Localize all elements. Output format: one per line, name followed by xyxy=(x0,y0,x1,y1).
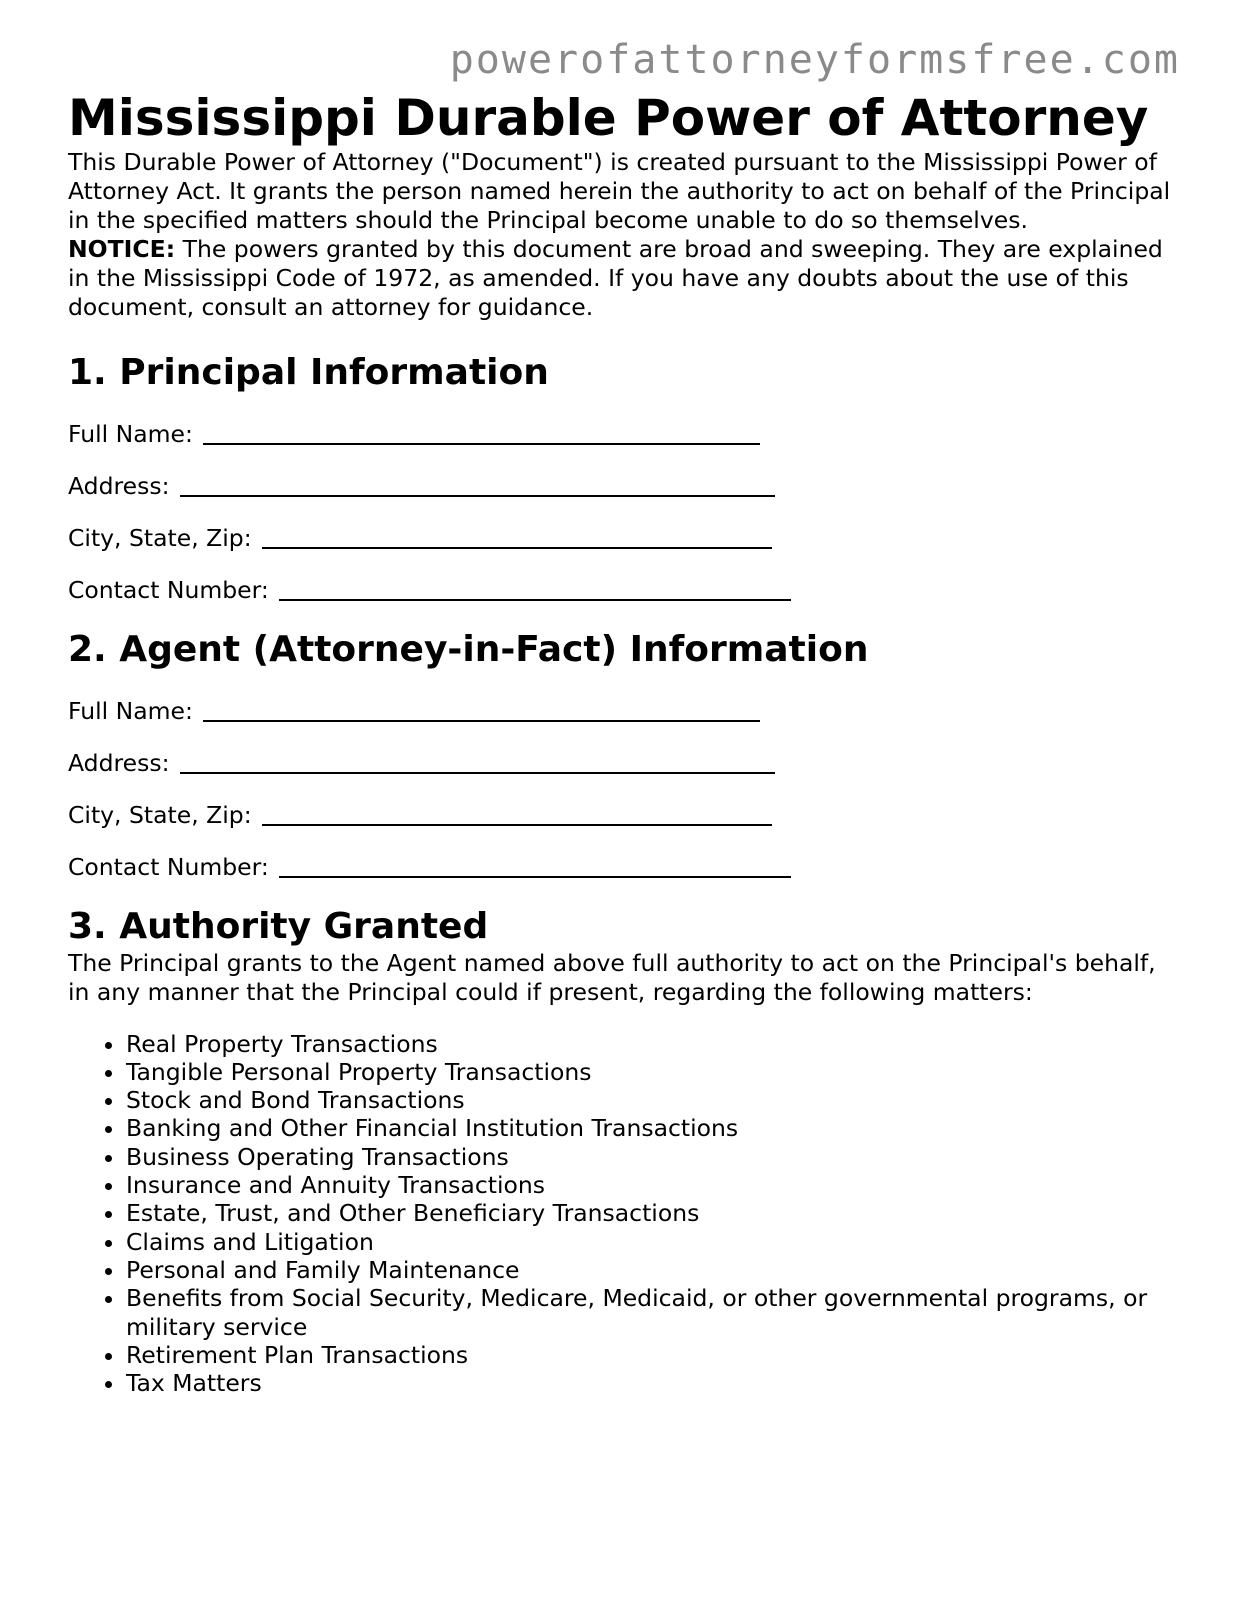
principal-address-field xyxy=(68,472,1178,501)
principal-contact-line[interactable] xyxy=(279,579,791,601)
principal-full-name-label: Full Name: xyxy=(68,420,193,449)
document-page xyxy=(68,88,1178,1397)
list-item: • Business Operating Transactions xyxy=(126,1143,1178,1171)
agent-full-name-label: Full Name: xyxy=(68,697,193,726)
agent-city-line[interactable] xyxy=(262,804,772,826)
principal-fields xyxy=(68,420,1178,605)
list-item: • Retirement Plan Transactions xyxy=(126,1341,1178,1369)
notice-label: NOTICE: xyxy=(68,235,176,263)
list-item: • Insurance and Annuity Transactions xyxy=(126,1171,1178,1199)
agent-address-line[interactable] xyxy=(180,752,775,774)
watermark: powerofattorneyformsfree.com xyxy=(449,37,1180,83)
agent-full-name-line[interactable] xyxy=(203,700,760,722)
list-item: • Real Property Transactions xyxy=(126,1030,1178,1058)
principal-city-line[interactable] xyxy=(262,527,772,549)
principal-address-line[interactable] xyxy=(180,475,775,497)
list-item: • Tangible Personal Property Transactions xyxy=(126,1058,1178,1086)
principal-city-label: City, State, Zip: xyxy=(68,524,252,553)
authority-heading: 3. Authority Granted xyxy=(68,906,489,948)
principal-contact-label: Contact Number: xyxy=(68,576,269,605)
list-item: • Personal and Family Maintenance xyxy=(126,1256,1178,1284)
principal-contact-field xyxy=(68,576,1178,605)
principal-heading: 1. Principal Information xyxy=(68,352,549,393)
agent-fields xyxy=(68,697,1178,882)
principal-address-label: Address: xyxy=(68,472,170,501)
list-item: • Tax Matters xyxy=(126,1369,1178,1397)
principal-city-field xyxy=(68,524,1178,553)
list-item: • Claims and Litigation xyxy=(126,1228,1178,1256)
authority-paragraph: The Principal grants to the Agent named above full authority to act on the Principal's behalf, in any manner that the Principal could if present, regarding the following matters: xyxy=(68,948,1156,1006)
document-title: Mississippi Durable Power of Attorney xyxy=(68,89,1149,147)
agent-full-name-field xyxy=(68,697,1178,726)
list-item: • Estate, Trust, and Other Beneficiary Transactions xyxy=(126,1199,1178,1227)
intro-paragraph: This Durable Power of Attorney ("Document") is created pursuant to the Mississippi Power of Attorney Act. It grants the person named herein the authority to act on behalf of the Principal in the specified matters should the Principal become unable to do so themselves. xyxy=(68,148,1171,234)
list-item: • Stock and Bond Transactions xyxy=(126,1086,1178,1114)
notice-text: The powers granted by this document are broad and sweeping. They are explained in the Mississippi Code of 1972, as amended. If you have any doubts about the use of this document, consult an attorney for guidance. xyxy=(68,235,1163,321)
list-item: • Benefits from Social Security, Medicare, Medicaid, or other governmental programs, or military service xyxy=(126,1284,1178,1341)
list-item: • Banking and Other Financial Institution Transactions xyxy=(126,1114,1178,1142)
principal-full-name-line[interactable] xyxy=(203,423,760,445)
agent-heading: 2. Agent (Attorney-in-Fact) Information xyxy=(68,629,869,671)
agent-city-label: City, State, Zip: xyxy=(68,801,252,830)
agent-contact-line[interactable] xyxy=(279,856,791,878)
agent-city-field xyxy=(68,801,1178,830)
principal-full-name-field xyxy=(68,420,1178,449)
powers-list xyxy=(68,1030,1178,1398)
agent-contact-label: Contact Number: xyxy=(68,853,269,882)
notice-paragraph xyxy=(68,235,1178,322)
agent-contact-field xyxy=(68,853,1178,882)
agent-address-field xyxy=(68,749,1178,778)
agent-address-label: Address: xyxy=(68,749,170,778)
